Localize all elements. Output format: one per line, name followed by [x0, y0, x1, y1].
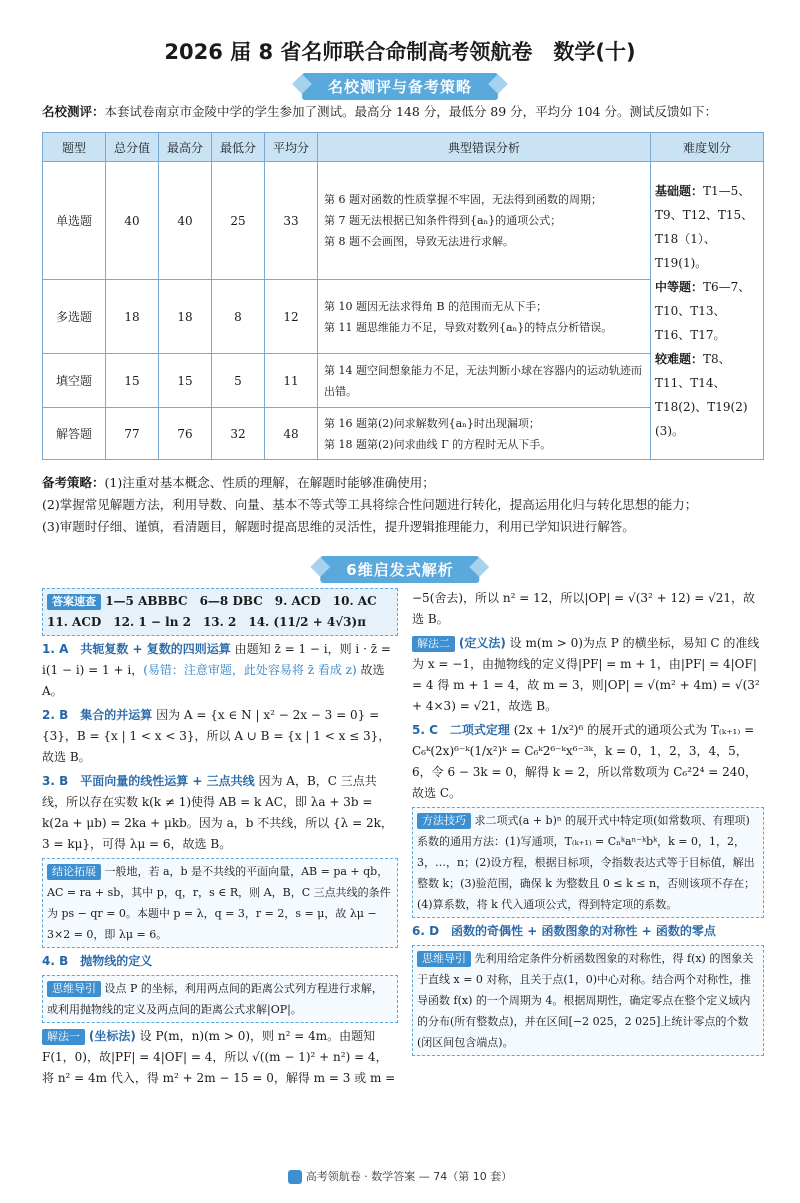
method-2-name: (定义法)	[458, 636, 506, 650]
cell-errors	[318, 408, 651, 460]
q4-continuation: −5(舍去)，所以 n² = 12，所以|OP| = √(3² + 12) = √21，故选 B。	[412, 591, 756, 626]
table-row	[43, 162, 764, 280]
table-header: 难度划分	[651, 133, 764, 162]
cell-avg: 48	[265, 408, 318, 460]
q2-text: 因为 A = {x ∈ N | x² − 2x − 3 = 0} = {3}，B = {x | 1 < x < 3}，所以 A ∪ B = {x | 1 < x ≤ 3}，故选 B。	[42, 708, 391, 764]
error-line: 第 11 题思维能力不足，导致对数列{aₙ}的特点分析错误。	[324, 320, 613, 334]
cell-avg: 12	[265, 280, 318, 354]
method-tip-box	[412, 807, 764, 918]
cell-type: 填空题	[43, 354, 106, 408]
strategy-item: 备考策略：(1)注重对基本概念、性质的理解，在解题时能够准确使用；	[42, 475, 435, 490]
method-1-tag: 解法一	[42, 1029, 85, 1045]
conclusion-text: 一般地，若 a，b 是不共线的平面向量，AB = pa + qb，AC = ra + sb，其中 p，q，r，s ∈ R，则 A，B，C 三点共线的条件为 ps − qr = 0。本题中 p = λ，q = 3，r = 2，s = μ，故 λμ − 3×2 = 0，即 λμ = 6。	[47, 865, 391, 941]
evaluation-paragraph	[42, 102, 764, 122]
cell-avg: 33	[265, 162, 318, 280]
page-footer	[0, 1168, 800, 1184]
strategy-item: (3)审题时仔细、谨慎，看清题目，解题时提高思维的灵活性，提升逻辑推理能力，利用已学知识进行解答。	[42, 519, 635, 534]
table-header: 典型错误分析	[318, 133, 651, 162]
table-header: 题型	[43, 133, 106, 162]
method-2-tag: 解法二	[412, 636, 455, 652]
cell-total: 77	[106, 408, 159, 460]
q4-guide-box	[42, 975, 398, 1023]
answer-tag: 答案速查	[47, 594, 101, 610]
cell-avg: 11	[265, 354, 318, 408]
page-title: 2026 届 8 省名师联合命制高考领航卷 数学(十)	[164, 40, 636, 64]
error-line: 第 10 题因无法求得角 B 的范围而无从下手；	[324, 299, 548, 313]
method-1-name: (坐标法)	[88, 1029, 136, 1043]
table-header: 平均分	[265, 133, 318, 162]
error-line: 第 6 题对函数的性质掌握不牢固，无法得到函数的周期；	[324, 193, 602, 206]
method-tip-text: 求二项式(a + b)ⁿ 的展开式中特定项(如常数项、有理项)系数的通用方法：(1)写通项，T₍ₖ₊₁₎ = Cₙᵏaⁿ⁻ᵏbᵏ，k = 0，1，2，3，…，n；(2)设方程，根据目标项，令指数表达式等于目标值，解出整数 k；(3)验范围，确保 k 为整数且 0 ≤ k ≤ n，否则该项不存在；(4)算系数，将 k 代入通项公式，得到特定项的系数。	[417, 814, 756, 911]
answers-line-1: 1—5 ABBBC 6—8 DBC 9. ACD 10. AC	[105, 594, 377, 608]
cell-type: 单选题	[43, 162, 106, 280]
right-column	[412, 588, 764, 1059]
table-header-row	[43, 133, 764, 162]
q6-guide-box	[412, 945, 764, 1056]
cell-total: 18	[106, 280, 159, 354]
table-header: 总分值	[106, 133, 159, 162]
guide-tag: 思维导引	[47, 981, 101, 997]
method-tip-tag: 方法技巧	[417, 813, 471, 829]
guide-tag: 思维导引	[417, 951, 471, 967]
evaluation-label: 名校测评：	[42, 104, 105, 119]
cell-min: 8	[212, 280, 265, 354]
q1-text: 由题知 z̄ = 1 − i，则 i · z̄ = i(1 − i) = 1 + i，	[42, 642, 391, 677]
question-5	[412, 720, 764, 804]
strategy-label: 备考策略：	[42, 475, 105, 490]
error-line: 第 18 题第(2)问求曲线 Γ 的方程时无从下手。	[324, 437, 552, 451]
difficulty-basic: 基础题：T1—5、T9、T12、T15、T18（1）、T19(1)。	[655, 183, 754, 270]
section-banner-evaluation: 名校测评与备考策略	[302, 73, 498, 100]
q5-text: (2x + 1/x²)⁶ 的展开式的通项公式为 T₍ₖ₊₁₎ = C₆ᵏ(2x)⁶⁻ᵏ(1/x²)ᵏ = C₆ᵏ2⁶⁻ᵏx⁶⁻³ᵏ，k = 0，1，2，3，4，5，6，令 6 − 3k = 0，解得 k = 2，所以常数项为 C₆²2⁴ = 240，故选 C。	[412, 723, 758, 800]
cell-max: 18	[159, 280, 212, 354]
cell-min: 25	[212, 162, 265, 280]
difficulty-medium: 中等题：T6—7、T10、T13、T16、T17。	[655, 279, 751, 342]
q2-heading: 2. B 集合的并运算	[42, 708, 153, 722]
cell-difficulty	[651, 162, 764, 460]
stats-table	[42, 132, 764, 460]
q1-end: 故选 A。	[42, 663, 385, 698]
q3-heading: 3. B 平面向量的线性运算 + 三点共线	[42, 774, 255, 788]
footer-text: 高考领航卷 · 数学答案 — 74（第 10 套）	[305, 1170, 513, 1183]
q5-heading: 5. C 二项式定理	[412, 723, 510, 737]
error-line: 第 16 题第(2)问求解数列{aₙ}时出现漏项；	[324, 416, 540, 430]
cell-total: 15	[106, 354, 159, 408]
publisher-logo-icon	[288, 1170, 302, 1184]
cell-errors	[318, 162, 651, 280]
error-line: 第 7 题无法根据已知条件得到{aₙ}的通项公式；	[324, 214, 562, 227]
q1-heading: 1. A 共轭复数 + 复数的四则运算	[42, 642, 231, 656]
section-banner-analysis: 6维启发式解析	[320, 556, 479, 583]
cell-type: 多选题	[43, 280, 106, 354]
difficulty-hard: 较难题：T8、T11、T14、T18(2)、T19(2)(3)。	[655, 351, 748, 438]
answer-summary	[42, 588, 398, 636]
q6-guide-text: 先利用给定条件分析函数图象的对称性，得 f(x) 的图象关于直线 x = 0 对称，且关于点(1，0)中心对称。结合两个对称性，推导函数 f(x) 的一个周期为 4。根据周期性，确定零点在整个定义域内的分布(所有整数点)，并在区间[−2 025，2 025]上统计零点的个数(闭区间包含端点)。	[417, 952, 754, 1049]
cell-total: 40	[106, 162, 159, 280]
q4-method-1	[42, 1026, 398, 1089]
q4-guide-text: 设点 P 的坐标，利用两点间的距离公式列方程进行求解，或利用抛物线的定义及两点间的距离公式求解|OP|。	[47, 982, 383, 1016]
q6-heading: 6. D 函数的奇偶性 + 函数图象的对称性 + 函数的零点	[412, 924, 716, 938]
cell-max: 40	[159, 162, 212, 280]
cell-errors	[318, 280, 651, 354]
q3-text: 因为 A，B，C 三点共线，所以存在实数 k(k ≠ 1)使得 AB = k AC，即 λa + 3b = k(2a + μb) = 2ka + μkb。因为 a，b 不共线，所以 {λ = 2k，3 = kμ}，可得 λμ = 6，故选 B。	[42, 774, 393, 851]
answers-line-2: 11. ACD 12. 1 − ln 2 13. 2 14. (11/2 + 4√3)π	[47, 615, 366, 629]
cell-max: 76	[159, 408, 212, 460]
question-6	[412, 921, 764, 942]
strategy-item: (2)掌握常见解题方法，利用导数、向量、基本不等式等工具将综合性问题进行转化，提高运用化归与转化思想的能力；	[42, 497, 698, 512]
cell-errors	[318, 354, 651, 408]
question-2	[42, 705, 398, 768]
cell-min: 32	[212, 408, 265, 460]
q1-note: (易错：注意审题，此处容易将 z̄ 看成 z)	[143, 663, 357, 677]
error-line: 第 8 题不会画图，导致无法进行求解。	[324, 235, 514, 248]
q4-method-2	[412, 633, 764, 717]
method-2-text: 设 m(m > 0)为点 P 的横坐标，易知 C 的准线为 x = −1，由抛物线的定义得|PF| = m + 1，由|PF| = 4|OF| = 4 得 m + 1 = 4，故 m = 3，则|OP| = √(m² + 4m) = √(3² + 4×3) = √21，故选 B。	[412, 636, 760, 713]
question-1	[42, 639, 398, 702]
evaluation-text: 本套试卷南京市金陵中学的学生参加了测试。最高分 148 分，最低分 89 分，平均分 104 分。测试反馈如下：	[104, 104, 717, 119]
conclusion-tag: 结论拓展	[47, 864, 101, 880]
table-header: 最低分	[212, 133, 265, 162]
cell-max: 15	[159, 354, 212, 408]
error-line: 第 14 题空间想象能力不足，无法判断小球在容器内的运动轨迹而出错。	[324, 363, 642, 398]
strategy-section	[42, 472, 764, 538]
left-column	[42, 588, 398, 1089]
question-3	[42, 771, 398, 855]
method-1-text: 设 P(m，n)(m > 0)，则 n² = 4m。由题知 F(1，0)，故|PF| = 4|OF| = 4，所以 √((m − 1)² + n²) = 4，将 n² = 4m 代入，得 m² + 2m − 15 = 0，解得 m = 3 或 m =	[42, 1029, 396, 1085]
question-4	[42, 951, 398, 972]
conclusion-box	[42, 858, 398, 948]
q4-heading: 4. B 抛物线的定义	[42, 954, 153, 968]
table-header: 最高分	[159, 133, 212, 162]
cell-min: 5	[212, 354, 265, 408]
cell-type: 解答题	[43, 408, 106, 460]
